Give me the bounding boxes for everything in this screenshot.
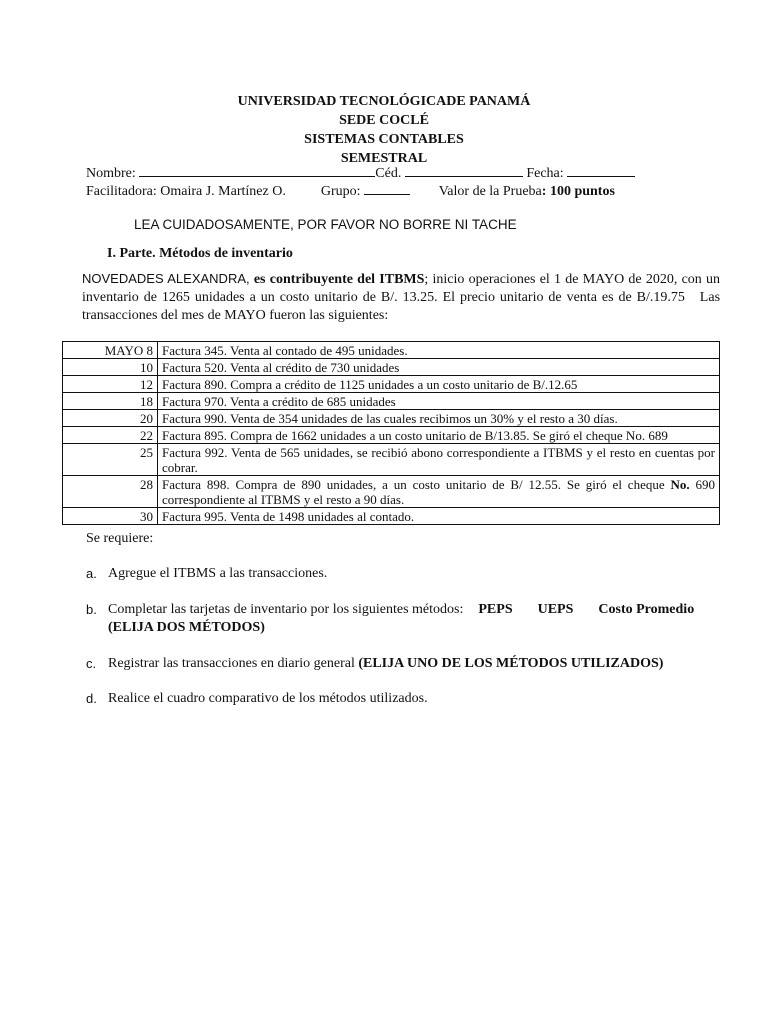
choose-one-note: (ELIJA UNO DE LOS MÉTODOS UTILIZADOS) [358,656,664,671]
statement-body: ; inicio operaciones el 1 de MAYO de 2020, con un inventario de 1265 unidades a un costo unitario de B/. 13.25. El precio unitario de venta es de B/.19.75 [82,272,721,305]
transaction-text: Factura 992. Venta de 565 unidades, se recibió abono correspondiente a ITBMS y el resto en cuentas por cobrar. [158,444,720,476]
item-text-part: Completar las tarjetas de inventario por los siguientes métodos: [108,602,464,617]
facilitadora-text: Facilitadora: Omaira J. Martínez O. [86,184,286,199]
transaction-text: Factura 890. Compra a crédito de 1125 unidades a un costo unitario de B/.12.65 [158,376,720,393]
course-name: SISTEMAS CONTABLES [304,132,464,147]
table-row [63,427,720,444]
transaction-date: 30 [63,508,158,525]
transaction-date: 18 [63,393,158,410]
method-ueps: UEPS [537,602,574,617]
section-title: I. Parte. Métodos de inventario [107,246,293,261]
transaction-text: Factura 970. Venta a crédito de 685 unidades [158,393,720,410]
company-name: NOVEDADES ALEXANDRA, [82,271,250,286]
requirements-label: Se requiere: [86,531,154,546]
transaction-text: Factura 995. Venta de 1498 unidades al contado. [158,508,720,525]
item-letter: b. [86,602,97,617]
table-row [63,444,720,476]
transaction-date: 20 [63,410,158,427]
transaction-text: Factura 520. Venta al crédito de 730 unidades [158,359,720,376]
transactions-table [62,341,720,525]
item-text: Realice el cuadro comparativo de los métodos utilizados. [108,691,428,706]
item-text [108,655,722,673]
transaction-date: 22 [63,427,158,444]
transaction-text: Factura 345. Venta al contado de 495 unidades. [158,342,720,359]
document-header [0,92,768,168]
problem-statement [82,270,720,325]
transaction-text: Factura 990. Venta de 354 unidades de las cuales recibimos un 30% y el resto a 30 días. [158,410,720,427]
university-name: UNIVERSIDAD TECNOLÓGICADE PANAMÁ [237,94,531,109]
table-row [63,359,720,376]
valor-value: : 100 puntos [541,184,615,199]
method-costo-promedio: Costo Promedio [598,602,695,617]
item-letter: c. [86,656,97,671]
item-text [108,601,722,637]
ced-label: Céd. [375,166,402,181]
cheque-no-label: No. [670,477,690,492]
table-row [63,476,720,508]
choose-two-note: (ELIJA DOS MÉTODOS) [108,620,265,635]
item-letter: d. [86,691,97,706]
transaction-text-part: 690 correspondiente al ITBMS y el resto a 90 días. [162,477,715,507]
item-letter: a. [86,566,97,581]
transaction-text-part: Factura 898. Compra de 890 unidades, a un costo unitario de B/ 12.55. Se giró el cheque [162,477,671,492]
instruction-notice: LEA CUIDADOSAMENTE, POR FAVOR NO BORRE NI TACHE [134,217,517,232]
nombre-field[interactable] [139,164,375,177]
grupo-label: Grupo: [320,184,361,199]
fecha-label: Fecha: [526,166,564,181]
item-text-part: Registrar las transacciones en diario general [108,656,359,671]
table-row [63,342,720,359]
statement-tail: Las transacciones del mes de MAYO fueron las siguientes: [82,290,721,323]
grupo-field[interactable] [364,182,410,195]
table-row [63,508,720,525]
transaction-date: 12 [63,376,158,393]
ced-field[interactable] [405,164,523,177]
transaction-date: 28 [63,476,158,508]
method-peps: PEPS [478,602,513,617]
table-row [63,376,720,393]
nombre-label: Nombre: [86,166,136,181]
requirement-b [86,601,726,641]
exam-type: SEMESTRAL [340,151,428,166]
transaction-date: 25 [63,444,158,476]
valor-label: Valor de la Prueba [438,184,542,199]
item-text: Agregue el ITBMS a las transacciones. [108,566,328,581]
transaction-text [158,476,720,508]
campus-name: SEDE COCLÉ [339,113,429,128]
table-row [63,410,720,427]
fecha-field[interactable] [567,164,635,177]
transaction-text: Factura 895. Compra de 1662 unidades a un costo unitario de B/13.85. Se giró el cheque No. 689 [158,427,720,444]
facilitator-row [86,182,615,200]
transaction-date: 10 [63,359,158,376]
table-row [63,393,720,410]
transaction-date: MAYO 8 [63,342,158,359]
tax-status: es contribuyente del ITBMS [253,272,425,287]
student-info-row [86,164,635,182]
